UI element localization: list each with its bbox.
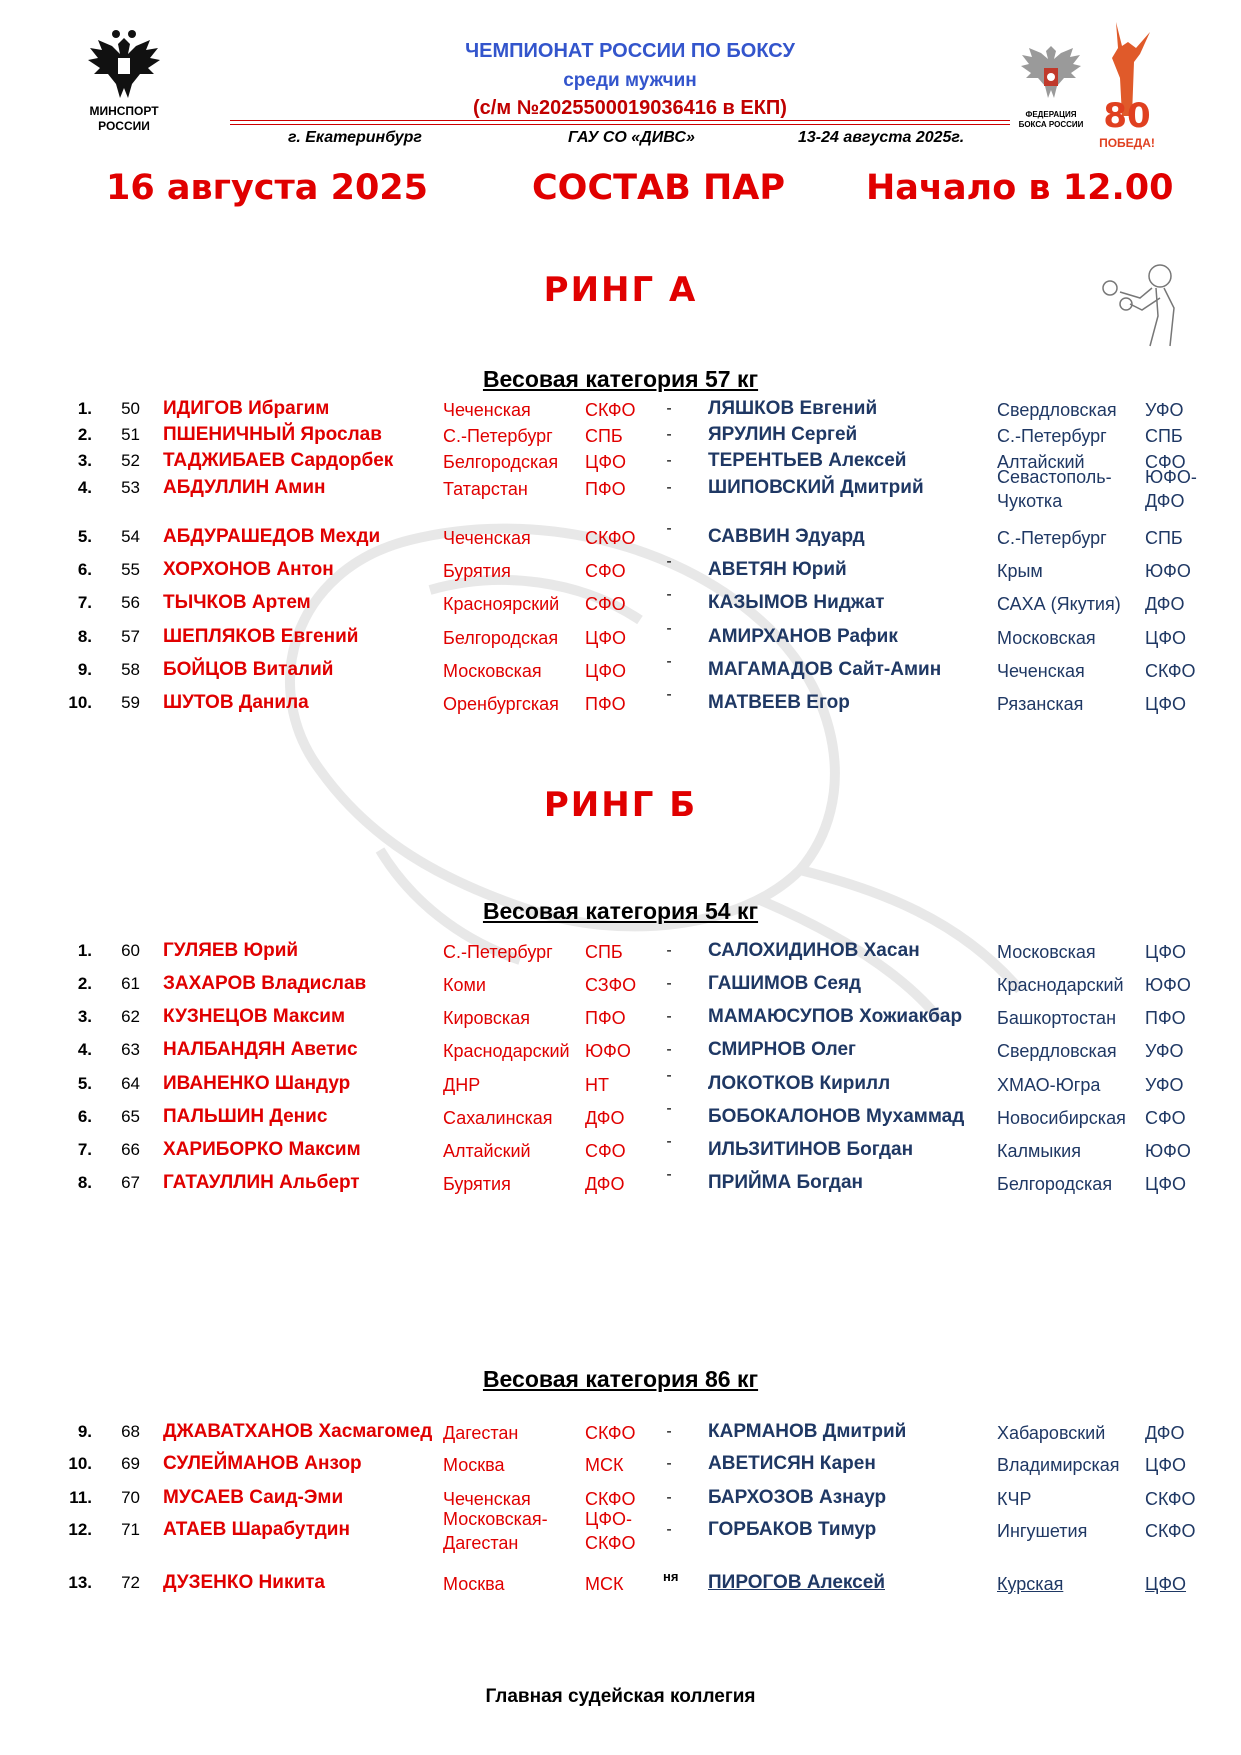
red-corner-district: ЦФО <box>585 661 627 681</box>
category-57kg-label: Весовая категория 57 кг <box>482 366 759 392</box>
pair-separator: - <box>666 553 672 570</box>
blue-corner-region: ХМАО-Югра <box>997 1075 1101 1095</box>
victory-word: ПОБЕДА! <box>1099 136 1155 150</box>
pair-separator: - <box>666 452 672 469</box>
red-corner-district: СПБ <box>585 942 623 962</box>
pair-number-index: 7. <box>77 1140 92 1159</box>
blue-corner-boxer: ГОРБАКОВ Тимур <box>708 1519 877 1540</box>
blue-corner-district: УФО <box>1145 1075 1184 1095</box>
red-corner-region: С.-Петербург <box>443 942 553 962</box>
red-corner-region: Бурятия <box>443 1174 511 1194</box>
pair-separator: - <box>666 1455 672 1472</box>
red-corner-region: Краснодарский <box>443 1041 570 1061</box>
category-57kg <box>0 366 1241 393</box>
blue-corner-boxer: ТЕРЕНТЬЕВ Алексей <box>708 450 907 471</box>
red-corner-district: СКФО <box>585 1489 636 1509</box>
double-headed-eagle-icon <box>78 28 170 104</box>
red-corner-district: НТ <box>585 1075 609 1095</box>
blue-corner-region: Московская <box>997 628 1096 648</box>
red-corner-region: Белгородская <box>443 628 559 648</box>
blue-corner-boxer: БОБОКАЛОНОВ Мухаммад <box>708 1106 965 1127</box>
red-corner-boxer: ХОРХОНОВ Антон <box>163 559 334 580</box>
pair-separator: - <box>666 479 672 496</box>
red-corner-district: ЦФО <box>585 628 627 648</box>
pair-id: 56 <box>121 593 140 612</box>
category-54kg-label: Весовая категория 54 кг <box>482 898 759 924</box>
red-corner-district: СФО <box>585 1141 626 1161</box>
event-venue: ГАУ СО «ДИВС» <box>568 129 695 146</box>
blue-corner-boxer: ЯРУЛИН Сергей <box>708 424 858 445</box>
pair-id: 70 <box>121 1488 140 1507</box>
pair-number-index: 5. <box>77 1074 92 1093</box>
blue-corner-boxer: КАЗЫМОВ Ниджат <box>708 592 885 613</box>
federation-eagle-icon <box>1015 40 1087 112</box>
category-86kg <box>0 1366 1241 1393</box>
blue-corner-district: ЦФО <box>1145 1574 1187 1594</box>
red-corner-boxer: НАЛБАНДЯН Аветис <box>163 1039 358 1060</box>
red-corner-district: ПФО <box>585 479 626 499</box>
pair-separator: - <box>666 975 672 992</box>
pair-id: 53 <box>121 478 140 497</box>
pair-separator: - <box>666 653 672 670</box>
pair-number-index: 3. <box>77 451 92 470</box>
pair-number-index: 2. <box>77 425 92 444</box>
red-corner-region: Алтайский <box>443 1141 531 1161</box>
blue-corner-region: Курская <box>997 1574 1064 1594</box>
pair-id: 69 <box>121 1454 140 1473</box>
blue-corner-district: СФО <box>1145 1108 1186 1128</box>
blue-corner-boxer: БАРХОЗОВ Азнаур <box>708 1487 887 1508</box>
blue-corner-boxer: АВЕТЯН Юрий <box>708 559 847 580</box>
pair-number-index: 6. <box>77 1107 92 1126</box>
blue-corner-district: ЦФО <box>1145 628 1187 648</box>
red-corner-boxer: ТАДЖИБАЕВ Сардорбек <box>163 450 394 471</box>
pair-id: 50 <box>121 399 140 418</box>
red-corner-district: ЮФО <box>585 1041 631 1061</box>
ring-a-title: РИНГ А <box>543 270 698 310</box>
pair-id: 61 <box>121 974 140 993</box>
blue-corner-district: СКФО <box>1145 1521 1196 1541</box>
pair-separator: - <box>666 426 672 443</box>
pair-id: 54 <box>121 527 140 546</box>
pair-number-index: 3. <box>77 1007 92 1026</box>
red-corner-district: МСК <box>585 1455 624 1475</box>
blue-corner-boxer: СМИРНОВ Олег <box>708 1039 856 1060</box>
red-corner-boxer: ХАРИБОРКО Максим <box>163 1139 361 1160</box>
victory-80-number: 80 <box>1103 96 1151 136</box>
blue-corner-region: Новосибирская <box>997 1108 1126 1128</box>
red-corner-district: СКФО <box>585 528 636 548</box>
blue-corner-district: ЦФО <box>1145 1174 1187 1194</box>
blue-corner-boxer: КАРМАНОВ Дмитрий <box>708 1421 907 1442</box>
red-corner-region: Оренбургская <box>443 694 559 714</box>
pair-number-index: 9. <box>77 660 92 679</box>
red-corner-boxer: КУЗНЕЦОВ Максим <box>163 1006 346 1027</box>
red-corner-district: ДФО <box>585 1174 625 1194</box>
pair-number-index: 10. <box>68 1454 92 1473</box>
blue-corner-region: Свердловская <box>997 1041 1117 1061</box>
pair-separator: - <box>666 1166 672 1183</box>
blue-corner-region: Калмыкия <box>997 1141 1081 1161</box>
pair-separator: - <box>666 1521 672 1538</box>
red-corner-region: Татарстан <box>443 479 528 499</box>
pair-number-index: 6. <box>77 560 92 579</box>
pair-id: 60 <box>121 941 140 960</box>
registry-number: (с/м №2025500019036416 в ЕКП) <box>473 97 787 119</box>
blue-corner-district: ДФО <box>1145 1423 1185 1443</box>
red-corner-boxer: ГАТАУЛЛИН Альберт <box>163 1172 360 1193</box>
red-corner-region: Красноярский <box>443 594 560 614</box>
red-corner-boxer: ШУТОВ Данила <box>163 692 309 713</box>
blue-corner-boxer: АВЕТИСЯН Карен <box>708 1453 876 1474</box>
pair-id: 64 <box>121 1074 140 1093</box>
blue-corner-region: КЧР <box>997 1489 1032 1509</box>
pair-separator: - <box>666 942 672 959</box>
red-corner-district: СКФО <box>585 1423 636 1443</box>
blue-corner-boxer: САВВИН Эдуард <box>708 526 865 547</box>
pair-id: 62 <box>121 1007 140 1026</box>
blue-corner-boxer: ГАШИМОВ Сеяд <box>708 973 862 994</box>
red-corner-region: Чеченская <box>443 400 531 420</box>
blue-corner-district: ДФО <box>1145 594 1185 614</box>
federation-text-line1: ФЕДЕРАЦИЯ <box>1025 110 1077 119</box>
red-corner-district: СФО <box>585 561 626 581</box>
blue-corner-region: САХА (Якутия) <box>997 594 1121 614</box>
red-corner-boxer: ЗАХАРОВ Владислав <box>163 973 367 994</box>
pair-number-index: 8. <box>77 627 92 646</box>
minsport-logo-text-line1: МИНСПОРТ <box>89 104 159 118</box>
red-corner-boxer: АБДУРАШЕДОВ Мехди <box>163 526 381 547</box>
blue-corner-district: ЦФО <box>1145 942 1187 962</box>
pair-separator: - <box>666 586 672 603</box>
red-corner-boxer: БОЙЦОВ Виталий <box>163 659 334 680</box>
red-corner-region: Москва <box>443 1574 505 1594</box>
red-corner-district: МСК <box>585 1574 624 1594</box>
blue-corner-district: ЮФО <box>1145 561 1191 581</box>
blue-corner-boxer: ПРИЙМА Богдан <box>708 1172 864 1193</box>
pairs-title: СОСТАВ ПАР <box>532 168 785 208</box>
blue-corner-region: Башкортостан <box>997 1008 1117 1028</box>
match-date: 16 августа 2025 <box>106 168 429 208</box>
blue-corner-district: СКФО <box>1145 661 1196 681</box>
pair-separator: - <box>666 1133 672 1150</box>
federation-text-line2: БОКСА РОССИИ <box>1018 120 1084 129</box>
blue-corner-district: СФО <box>1145 452 1186 472</box>
boxing-glove-watermark <box>200 470 1080 1030</box>
pair-number-index: 10. <box>68 693 92 712</box>
red-corner-boxer: ИВАНЕНКО Шандур <box>163 1073 351 1094</box>
blue-corner-region: Свердловская <box>997 400 1117 420</box>
red-corner-district: СЗФО <box>585 975 637 995</box>
pair-separator: - <box>666 520 672 537</box>
minsport-logo <box>78 28 170 136</box>
blue-corner-boxer: ЛЯШКОВ Евгений <box>708 398 878 419</box>
victory-80-logo <box>1092 18 1162 156</box>
pair-id: 67 <box>121 1173 140 1192</box>
blue-corner-region: Московская <box>997 942 1096 962</box>
boxing-federation-logo <box>1015 40 1087 130</box>
red-corner-boxer: АБДУЛЛИН Амин <box>163 477 326 498</box>
pair-number-index: 11. <box>69 1488 92 1507</box>
blue-corner-boxer: МАТВЕЕВ Егор <box>708 692 850 713</box>
blue-corner-region: Чеченская <box>997 661 1085 681</box>
pair-id: 66 <box>121 1140 140 1159</box>
blue-corner-district: ЦФО <box>1145 694 1187 714</box>
blue-corner-boxer: АМИРХАНОВ Рафик <box>708 626 898 647</box>
pair-separator: - <box>666 1423 672 1440</box>
pair-separator: - <box>666 1100 672 1117</box>
red-corner-boxer: АТАЕВ Шарабутдин <box>163 1519 350 1540</box>
blue-corner-region: С.-Петербург <box>997 426 1107 446</box>
pair-separator: - <box>666 1008 672 1025</box>
blue-corner-district: ЮФО <box>1145 1141 1191 1161</box>
red-corner-region: Дагестан <box>443 1423 519 1443</box>
blue-corner-boxer: ШИПОВСКИЙ Дмитрий <box>708 477 924 498</box>
red-corner-district: СКФО <box>585 400 636 420</box>
red-corner-district: СФО <box>585 594 626 614</box>
pair-separator: - <box>666 1489 672 1506</box>
pair-separator: - <box>666 1067 672 1084</box>
pair-number-index: 1. <box>77 399 92 418</box>
pair-id: 58 <box>121 660 140 679</box>
red-corner-region: Московская <box>443 661 542 681</box>
blue-corner-boxer: САЛОХИДИНОВ Хасан <box>708 940 920 961</box>
red-corner-region: ДНР <box>443 1075 481 1095</box>
blue-corner-region: Рязанская <box>997 694 1084 714</box>
red-corner-district: ПФО <box>585 694 626 714</box>
pair-number-index: 5. <box>77 527 92 546</box>
pair-number-index: 12. <box>68 1520 92 1539</box>
blue-corner-boxer: ПИРОГОВ Алексей <box>708 1572 885 1593</box>
red-corner-boxer: МУСАЕВ Саид-Эми <box>163 1487 344 1508</box>
red-corner-region: Чеченская <box>443 528 531 548</box>
blue-corner-district: ЮФО <box>1145 975 1191 995</box>
pair-number-index: 2. <box>77 974 92 993</box>
blue-corner-district: СПБ <box>1145 528 1183 548</box>
pair-number-index: 1. <box>77 941 92 960</box>
blue-corner-boxer: МАГАМАДОВ Сайт-Амин <box>708 659 942 680</box>
blue-corner-region: С.-Петербург <box>997 528 1107 548</box>
blue-corner-district: СКФО <box>1145 1489 1196 1509</box>
blue-corner-region: Крым <box>997 561 1043 581</box>
pair-id: 72 <box>121 1573 140 1592</box>
header-divider-top <box>230 120 1010 121</box>
pair-number-index: 8. <box>77 1173 92 1192</box>
red-corner-boxer: ТЫЧКОВ Артем <box>163 592 311 613</box>
red-corner-boxer: ДЖАВАТХАНОВ Хасмагомед <box>163 1421 433 1442</box>
red-corner-region: Московская- Дагестан <box>443 1509 548 1553</box>
pair-id: 52 <box>121 451 140 470</box>
pair-separator: - <box>666 400 672 417</box>
blue-corner-region: Алтайский <box>997 452 1085 472</box>
pair-id: 68 <box>121 1422 140 1441</box>
chief-judges-panel: Главная судейская коллегия <box>485 1686 756 1707</box>
red-corner-district: ЦФО <box>585 452 627 472</box>
minsport-logo-text-line2: РОССИИ <box>98 119 150 133</box>
blue-corner-district: УФО <box>1145 400 1184 420</box>
red-corner-region: Москва <box>443 1455 505 1475</box>
red-corner-boxer: ДУЗЕНКО Никита <box>163 1572 326 1593</box>
blue-corner-boxer: ИЛЬЗИТИНОВ Богдан <box>708 1139 914 1160</box>
pair-number-index: 13. <box>68 1573 92 1592</box>
pair-id: 57 <box>121 627 140 646</box>
pair-separator: ня <box>663 1569 679 1584</box>
red-corner-region: Белгородская <box>443 452 559 472</box>
pair-id: 65 <box>121 1107 140 1126</box>
red-corner-region: Коми <box>443 975 486 995</box>
blue-corner-region: Севастополь- Чукотка <box>997 467 1112 511</box>
blue-corner-region: Краснодарский <box>997 975 1124 995</box>
event-dates: 13-24 августа 2025г. <box>798 129 965 146</box>
ring-b-title: РИНГ Б <box>543 785 698 825</box>
pair-id: 55 <box>121 560 140 579</box>
blue-corner-region: Ингушетия <box>997 1521 1088 1541</box>
red-corner-district: ДФО <box>585 1108 625 1128</box>
blue-corner-district: СПБ <box>1145 426 1183 446</box>
pair-number-index: 4. <box>77 478 92 497</box>
pair-id: 71 <box>121 1520 140 1539</box>
championship-title: ЧЕМПИОНАТ РОССИИ ПО БОКСУ <box>465 40 795 62</box>
pair-separator: - <box>666 686 672 703</box>
red-corner-region: Кировская <box>443 1008 530 1028</box>
blue-corner-boxer: МАМАЮСУПОВ Хожиакбар <box>708 1006 963 1027</box>
blue-corner-district: ПФО <box>1145 1008 1186 1028</box>
red-corner-district: СПБ <box>585 426 623 446</box>
pair-number-index: 7. <box>77 593 92 612</box>
blue-corner-region: Белгородская <box>997 1174 1113 1194</box>
blue-corner-region: Владимирская <box>997 1455 1120 1475</box>
pair-id: 51 <box>121 425 140 444</box>
red-corner-boxer: ИДИГОВ Ибрагим <box>163 398 330 419</box>
pair-number-index: 4. <box>77 1040 92 1059</box>
blue-corner-boxer: ЛОКОТКОВ Кирилл <box>708 1073 891 1094</box>
event-city: г. Екатеринбург <box>288 129 422 146</box>
red-corner-district: ПФО <box>585 1008 626 1028</box>
category-54kg <box>0 898 1241 925</box>
red-corner-boxer: ГУЛЯЕВ Юрий <box>163 940 299 961</box>
red-corner-boxer: СУЛЕЙМАНОВ Анзор <box>163 1453 362 1474</box>
championship-subtitle: среди мужчин <box>563 70 697 91</box>
red-corner-region: С.-Петербург <box>443 426 553 446</box>
blue-corner-district: ЦФО <box>1145 1455 1187 1475</box>
red-corner-boxer: ПШЕНИЧНЫЙ Ярослав <box>163 424 382 445</box>
pair-separator: - <box>666 1041 672 1058</box>
category-86kg-label: Весовая категория 86 кг <box>482 1366 759 1392</box>
pair-id: 59 <box>121 693 140 712</box>
pair-separator: - <box>666 620 672 637</box>
red-corner-district: ЦФО- СКФО <box>585 1509 636 1553</box>
red-corner-region: Чеченская <box>443 1489 531 1509</box>
header-divider-bottom <box>230 124 1010 125</box>
red-corner-boxer: ШЕПЛЯКОВ Евгений <box>163 626 359 647</box>
pair-id: 63 <box>121 1040 140 1059</box>
start-time: Начало в 12.00 <box>866 168 1174 208</box>
blue-corner-district: ЮФО- ДФО <box>1145 467 1197 511</box>
blue-corner-district: УФО <box>1145 1041 1184 1061</box>
blue-corner-region: Хабаровский <box>997 1423 1106 1443</box>
red-corner-region: Сахалинская <box>443 1108 553 1128</box>
red-corner-boxer: ПАЛЬШИН Денис <box>163 1106 328 1127</box>
pair-number-index: 9. <box>77 1422 92 1441</box>
red-corner-region: Бурятия <box>443 561 511 581</box>
